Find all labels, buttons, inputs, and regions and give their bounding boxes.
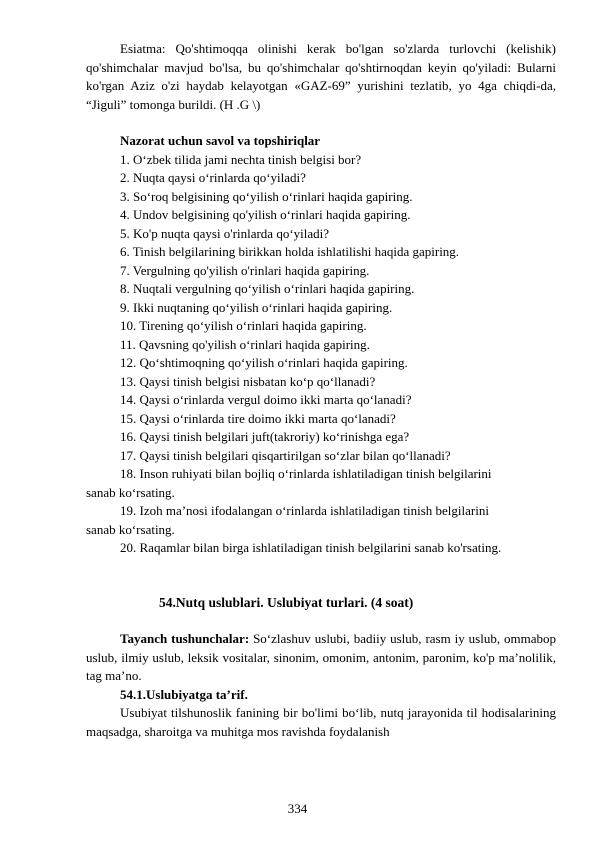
question-19-line1: 19. Izoh ma’nosi ifodalangan o‘rinlarda ishlatiladigan tinish belgilarini — [120, 503, 489, 518]
question-item: 2. Nuqta qaysi o‘rinlarda qo‘yiladi? — [120, 170, 306, 185]
question-20: 20. Raqamlar bilan birga ishlatiladigan tinish belgilarini sanab ko'rsating. — [120, 540, 502, 555]
intro-paragraph: Esiatma: Qo'shtimoqqa olinishi kerak bo'lgan so'zlarda turlovchi (kelishik) qo'shimchalar mavjud bo'lsa, bu qo'shimchalar qo'shtirnoqdan keyin qo'yiladi: Bularni ko'rgan Aziz o'zi haydab kelayotgan «GAZ-69” yurishini tezlatib, yo 4ga chiqdi-da, “Jiguli” tomonga burildi. (H .G \) — [86, 41, 556, 112]
question-item: 8. Nuqtali vergulning qo‘yilish o‘rinlari haqida gapiring. — [120, 281, 415, 296]
question-item: 6. Tinish belgilarining birikkan holda ishlatilishi haqida gapiring. — [120, 244, 460, 259]
question-item: 10. Tirening qo‘yilish o‘rinlari haqida gapiring. — [120, 318, 367, 333]
question-item: 3. So‘roq belgisining qo‘yilish o‘rinlari haqida gapiring. — [120, 188, 413, 204]
question-item: 7. Vergulning qo'yilish o'rinlari haqida gapiring. — [120, 262, 370, 278]
question-item: 4. Undov belgisining qo'yilish o‘rinlari haqida gapiring. — [120, 207, 411, 222]
key-concepts-label: Tayanch tushunchalar: — [120, 631, 250, 646]
question-18-line2: sanab ko‘rsating. — [86, 484, 175, 500]
question-item: 9. Ikki nuqtaning qo‘yilish o‘rinlari haqida gapiring. — [120, 299, 393, 315]
key-concepts-paragraph — [86, 630, 556, 686]
document-page — [86, 40, 556, 741]
question-item: 16. Qaysi tinish belgilari juft(takroriy) ko‘rinishga ega? — [120, 429, 410, 444]
questions-list — [86, 151, 556, 466]
question-19 — [86, 502, 556, 539]
question-item: 17. Qaysi tinish belgilari qisqartirilgan so‘zlar bilan qo‘llanadi? — [120, 447, 451, 463]
question-item: 1. O‘zbek tilida jami nechta tinish belgisi bor? — [120, 151, 362, 167]
tasks-heading: Nazorat uchun savol va topshiriqlar — [120, 133, 321, 148]
question-item: 11. Qavsning qo'yilish o‘rinlari haqida gapiring. — [120, 336, 370, 352]
question-item: 14. Qaysi o‘rinlarda vergul doimo ikki marta qo‘lanadi? — [120, 392, 412, 407]
question-19-line2: sanab ko‘rsating. — [86, 521, 175, 537]
key-concepts-text: So‘zlashuv uslubi, badiiy uslub, rasm iy uslub, ommabop uslub, ilmiy uslub, leksik vositalar, sinonim, omonim, antonim, paronim, ko'p ma’nolilik, tag ma’no. — [86, 631, 557, 683]
question-18 — [86, 465, 556, 502]
question-item: 13. Qaysi tinish belgisi nisbatan ko‘p qo‘llanadi? — [120, 373, 376, 389]
question-18-line1: 18. Inson ruhiyati bilan bojliq o‘rinlarda ishlatiladigan tinish belgilarini — [120, 466, 492, 481]
definition-paragraph: Usubiyat tilshunoslik fanining bir bo'limi bo‘lib, nutq jarayonida til hodisalarining maqsadga, sharoitga va muhitga mos ravishda foydalanish — [86, 705, 556, 739]
question-item: 15. Qaysi o‘rinlarda tire doimo ikki marta qo‘lanadi? — [120, 410, 396, 426]
section-title: 54.Nutq uslublari. Uslubiyat turlari. (4 soat) — [159, 594, 414, 610]
question-item: 5. Ko'p nuqta qaysi o'rinlarda qo‘yiladi? — [120, 225, 330, 241]
question-item: 12. Qo‘shtimoqning qo‘yilish o‘rinlari haqida gapiring. — [120, 355, 408, 370]
page-number: 334 — [287, 801, 308, 816]
subsection-title: 54.1.Uslubiyatga ta’rif. — [120, 686, 248, 702]
